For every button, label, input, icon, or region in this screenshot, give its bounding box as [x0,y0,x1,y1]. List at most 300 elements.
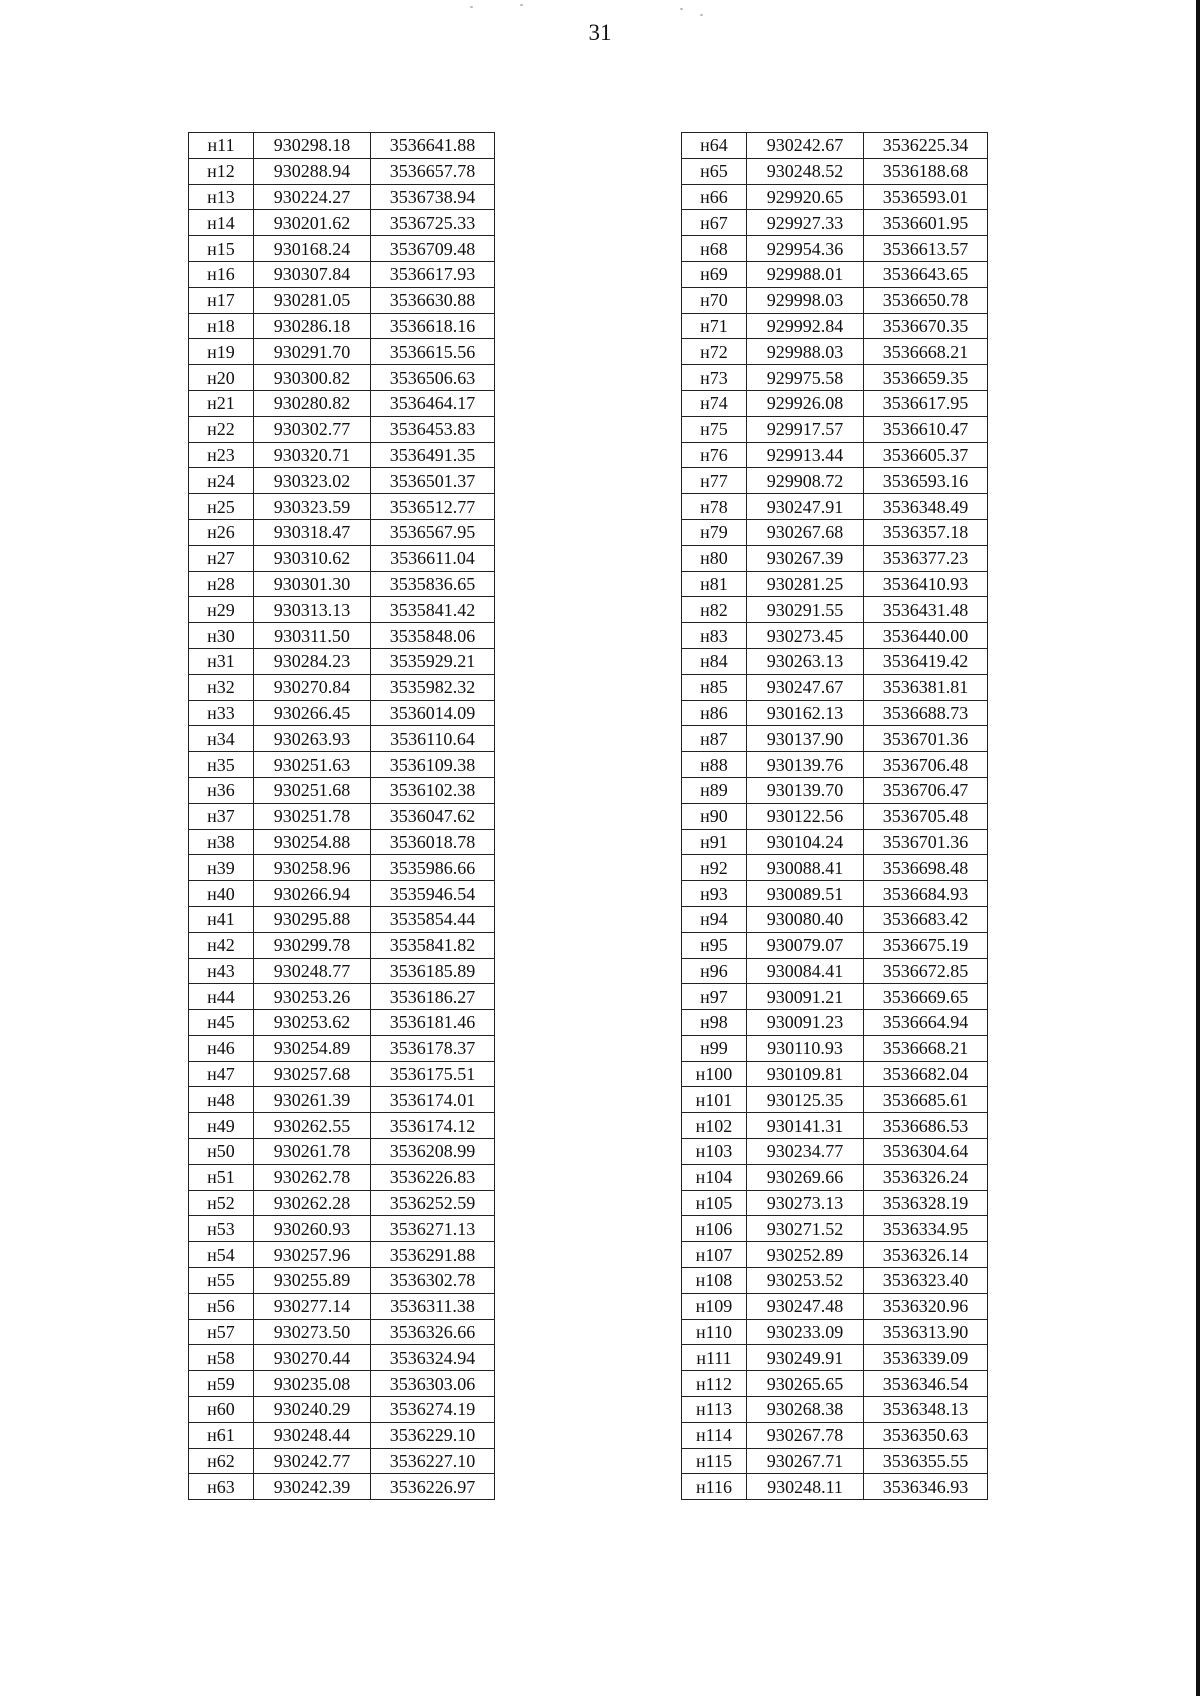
x-coordinate-cell: 930323.02 [254,468,371,494]
y-coordinate-cell: 3536593.16 [864,468,988,494]
table-row [189,700,495,726]
point-id-cell: н115 [682,1448,747,1474]
point-id-cell: н81 [682,571,747,597]
point-id-cell: н106 [682,1216,747,1242]
y-coordinate-cell: 3536018.78 [371,829,495,855]
y-coordinate-cell: 3536659.35 [864,365,988,391]
y-coordinate-cell: 3536047.62 [371,803,495,829]
point-id-cell: н94 [682,906,747,932]
point-id-cell: н11 [189,133,254,159]
point-id-cell: н55 [189,1268,254,1294]
x-coordinate-cell: 930248.44 [254,1422,371,1448]
table-row [189,597,495,623]
point-id-cell: н60 [189,1397,254,1423]
table-row [189,1087,495,1113]
table-row [682,158,988,184]
point-id-cell: н37 [189,803,254,829]
coordinates-table-right [681,132,988,1500]
x-coordinate-cell: 930301.30 [254,571,371,597]
y-coordinate-cell: 3536324.94 [371,1345,495,1371]
x-coordinate-cell: 930251.63 [254,752,371,778]
y-coordinate-cell: 3536440.00 [864,623,988,649]
y-coordinate-cell: 3536302.78 [371,1268,495,1294]
point-id-cell: н24 [189,468,254,494]
point-id-cell: н109 [682,1293,747,1319]
x-coordinate-cell: 930235.08 [254,1371,371,1397]
table-row [189,1113,495,1139]
x-coordinate-cell: 930284.23 [254,648,371,674]
point-id-cell: н65 [682,158,747,184]
point-id-cell: н22 [189,416,254,442]
point-id-cell: н52 [189,1190,254,1216]
y-coordinate-cell: 3535841.82 [371,932,495,958]
y-coordinate-cell: 3536346.54 [864,1371,988,1397]
table-row [189,1164,495,1190]
table-row [189,906,495,932]
y-coordinate-cell: 3536102.38 [371,777,495,803]
y-coordinate-cell: 3536178.37 [371,1035,495,1061]
x-coordinate-cell: 930268.38 [747,1397,864,1423]
x-coordinate-cell: 930125.35 [747,1087,864,1113]
point-id-cell: н63 [189,1474,254,1500]
point-id-cell: н87 [682,726,747,752]
x-coordinate-cell: 930298.18 [254,133,371,159]
y-coordinate-cell: 3536611.04 [371,545,495,571]
table-row [189,390,495,416]
y-coordinate-cell: 3536186.27 [371,984,495,1010]
x-coordinate-cell: 930251.78 [254,803,371,829]
x-coordinate-cell: 930201.62 [254,210,371,236]
table-row [682,1345,988,1371]
x-coordinate-cell: 929920.65 [747,184,864,210]
table-row [682,416,988,442]
point-id-cell: н75 [682,416,747,442]
y-coordinate-cell: 3536304.64 [864,1139,988,1165]
point-id-cell: н42 [189,932,254,958]
point-id-cell: н70 [682,287,747,313]
point-id-cell: н110 [682,1319,747,1345]
point-id-cell: н74 [682,390,747,416]
table-row [189,1345,495,1371]
table-row [189,468,495,494]
table-row [189,1371,495,1397]
point-id-cell: н112 [682,1371,747,1397]
table-row [682,829,988,855]
x-coordinate-cell: 930267.71 [747,1448,864,1474]
table-row [682,1242,988,1268]
y-coordinate-cell: 3535836.65 [371,571,495,597]
table-row [682,519,988,545]
x-coordinate-cell: 930262.28 [254,1190,371,1216]
point-id-cell: н30 [189,623,254,649]
point-id-cell: н17 [189,287,254,313]
x-coordinate-cell: 930313.13 [254,597,371,623]
x-coordinate-cell: 930104.24 [747,829,864,855]
point-id-cell: н50 [189,1139,254,1165]
y-coordinate-cell: 3536617.95 [864,390,988,416]
table-row [682,1397,988,1423]
y-coordinate-cell: 3536512.77 [371,494,495,520]
table-row [682,1293,988,1319]
x-coordinate-cell: 930091.23 [747,1010,864,1036]
point-id-cell: н78 [682,494,747,520]
y-coordinate-cell: 3536672.85 [864,958,988,984]
x-coordinate-cell: 929988.01 [747,261,864,287]
table-row [682,803,988,829]
table-row [682,1113,988,1139]
x-coordinate-cell: 930109.81 [747,1061,864,1087]
point-id-cell: н32 [189,674,254,700]
table-row [682,597,988,623]
point-id-cell: н21 [189,390,254,416]
table-row [682,1190,988,1216]
y-coordinate-cell: 3536110.64 [371,726,495,752]
point-id-cell: н56 [189,1293,254,1319]
point-id-cell: н101 [682,1087,747,1113]
table-row [682,287,988,313]
point-id-cell: н62 [189,1448,254,1474]
table-row [682,1422,988,1448]
y-coordinate-cell: 3536491.35 [371,442,495,468]
x-coordinate-cell: 930273.50 [254,1319,371,1345]
x-coordinate-cell: 930233.09 [747,1319,864,1345]
table-row [189,365,495,391]
y-coordinate-cell: 3535841.42 [371,597,495,623]
point-id-cell: н86 [682,700,747,726]
x-coordinate-cell: 930084.41 [747,958,864,984]
table-row [189,984,495,1010]
y-coordinate-cell: 3536226.83 [371,1164,495,1190]
y-coordinate-cell: 3536643.65 [864,261,988,287]
table-row [682,1319,988,1345]
x-coordinate-cell: 930263.93 [254,726,371,752]
point-id-cell: н43 [189,958,254,984]
y-coordinate-cell: 3536669.65 [864,984,988,1010]
y-coordinate-cell: 3536685.61 [864,1087,988,1113]
x-coordinate-cell: 929917.57 [747,416,864,442]
x-coordinate-cell: 930088.41 [747,855,864,881]
x-coordinate-cell: 930277.14 [254,1293,371,1319]
table-row [682,726,988,752]
table-row [189,1035,495,1061]
point-id-cell: н111 [682,1345,747,1371]
point-id-cell: н92 [682,855,747,881]
y-coordinate-cell: 3536615.56 [371,339,495,365]
table-row [682,571,988,597]
y-coordinate-cell: 3536686.53 [864,1113,988,1139]
point-id-cell: н38 [189,829,254,855]
table-row [189,313,495,339]
y-coordinate-cell: 3536464.17 [371,390,495,416]
table-row [682,390,988,416]
x-coordinate-cell: 930299.78 [254,932,371,958]
y-coordinate-cell: 3536601.95 [864,210,988,236]
y-coordinate-cell: 3536227.10 [371,1448,495,1474]
x-coordinate-cell: 930242.39 [254,1474,371,1500]
point-id-cell: н19 [189,339,254,365]
point-id-cell: н39 [189,855,254,881]
point-id-cell: н27 [189,545,254,571]
x-coordinate-cell: 930251.68 [254,777,371,803]
x-coordinate-cell: 930280.82 [254,390,371,416]
x-coordinate-cell: 930139.76 [747,752,864,778]
y-coordinate-cell: 3536381.81 [864,674,988,700]
x-coordinate-cell: 930247.48 [747,1293,864,1319]
x-coordinate-cell: 930234.77 [747,1139,864,1165]
table-row [682,855,988,881]
table-row [682,1061,988,1087]
point-id-cell: н82 [682,597,747,623]
point-id-cell: н45 [189,1010,254,1036]
table-row [682,339,988,365]
y-coordinate-cell: 3536453.83 [371,416,495,442]
table-row [189,571,495,597]
y-coordinate-cell: 3536617.93 [371,261,495,287]
x-coordinate-cell: 930258.96 [254,855,371,881]
point-id-cell: н53 [189,1216,254,1242]
point-id-cell: н98 [682,1010,747,1036]
y-coordinate-cell: 3536175.51 [371,1061,495,1087]
y-coordinate-cell: 3536303.06 [371,1371,495,1397]
point-id-cell: н84 [682,648,747,674]
point-id-cell: н80 [682,545,747,571]
y-coordinate-cell: 3536410.93 [864,571,988,597]
point-id-cell: н102 [682,1113,747,1139]
y-coordinate-cell: 3536419.42 [864,648,988,674]
table-row [189,416,495,442]
table-row [189,545,495,571]
y-coordinate-cell: 3536431.48 [864,597,988,623]
table-row [189,1139,495,1165]
point-id-cell: н76 [682,442,747,468]
x-coordinate-cell: 930271.52 [747,1216,864,1242]
y-coordinate-cell: 3536657.78 [371,158,495,184]
table-row [682,1268,988,1294]
table-row [189,1293,495,1319]
scan-speck [700,14,703,16]
x-coordinate-cell: 929998.03 [747,287,864,313]
table-row [189,1474,495,1500]
point-id-cell: н51 [189,1164,254,1190]
point-id-cell: н14 [189,210,254,236]
table-row [682,623,988,649]
x-coordinate-cell: 930323.59 [254,494,371,520]
point-id-cell: н46 [189,1035,254,1061]
table-row [189,648,495,674]
table-row [682,1164,988,1190]
x-coordinate-cell: 930281.05 [254,287,371,313]
x-coordinate-cell: 929908.72 [747,468,864,494]
x-coordinate-cell: 930139.70 [747,777,864,803]
table-row [189,1319,495,1345]
x-coordinate-cell: 930288.94 [254,158,371,184]
y-coordinate-cell: 3536506.63 [371,365,495,391]
y-coordinate-cell: 3535848.06 [371,623,495,649]
x-coordinate-cell: 930252.89 [747,1242,864,1268]
x-coordinate-cell: 930310.62 [254,545,371,571]
y-coordinate-cell: 3535854.44 [371,906,495,932]
y-coordinate-cell: 3536618.16 [371,313,495,339]
y-coordinate-cell: 3536328.19 [864,1190,988,1216]
point-id-cell: н57 [189,1319,254,1345]
table-row [189,184,495,210]
x-coordinate-cell: 930162.13 [747,700,864,726]
y-coordinate-cell: 3536274.19 [371,1397,495,1423]
y-coordinate-cell: 3536683.42 [864,906,988,932]
table-row [189,339,495,365]
point-id-cell: н100 [682,1061,747,1087]
x-coordinate-cell: 930267.39 [747,545,864,571]
y-coordinate-cell: 3536188.68 [864,158,988,184]
point-id-cell: н97 [682,984,747,1010]
table-row [682,752,988,778]
x-coordinate-cell: 930262.55 [254,1113,371,1139]
point-id-cell: н71 [682,313,747,339]
point-id-cell: н16 [189,261,254,287]
x-coordinate-cell: 929954.36 [747,236,864,262]
y-coordinate-cell: 3536229.10 [371,1422,495,1448]
x-coordinate-cell: 930261.39 [254,1087,371,1113]
x-coordinate-cell: 930318.47 [254,519,371,545]
table-row [189,623,495,649]
x-coordinate-cell: 929927.33 [747,210,864,236]
table-row [682,1448,988,1474]
x-coordinate-cell: 929926.08 [747,390,864,416]
y-coordinate-cell: 3536668.21 [864,339,988,365]
point-id-cell: н29 [189,597,254,623]
point-id-cell: н34 [189,726,254,752]
y-coordinate-cell: 3536701.36 [864,829,988,855]
table-row [189,1422,495,1448]
point-id-cell: н93 [682,881,747,907]
y-coordinate-cell: 3536670.35 [864,313,988,339]
point-id-cell: н69 [682,261,747,287]
table-row [189,881,495,907]
y-coordinate-cell: 3536675.19 [864,932,988,958]
y-coordinate-cell: 3536613.57 [864,236,988,262]
table-row [189,158,495,184]
point-id-cell: н116 [682,1474,747,1500]
point-id-cell: н72 [682,339,747,365]
table-row [682,881,988,907]
y-coordinate-cell: 3536641.88 [371,133,495,159]
point-id-cell: н79 [682,519,747,545]
table-row [189,236,495,262]
y-coordinate-cell: 3536684.93 [864,881,988,907]
page-number: 31 [588,20,612,45]
y-coordinate-cell: 3536630.88 [371,287,495,313]
x-coordinate-cell: 930255.89 [254,1268,371,1294]
table-row [682,365,988,391]
y-coordinate-cell: 3536014.09 [371,700,495,726]
coordinates-table-left [188,132,495,1500]
x-coordinate-cell: 930141.31 [747,1113,864,1139]
table-row [189,726,495,752]
y-coordinate-cell: 3536725.33 [371,210,495,236]
scan-speck [680,8,683,10]
x-coordinate-cell: 930257.68 [254,1061,371,1087]
point-id-cell: н83 [682,623,747,649]
y-coordinate-cell: 3536271.13 [371,1216,495,1242]
y-coordinate-cell: 3536688.73 [864,700,988,726]
y-coordinate-cell: 3536701.36 [864,726,988,752]
x-coordinate-cell: 930281.25 [747,571,864,597]
point-id-cell: н47 [189,1061,254,1087]
x-coordinate-cell: 930242.77 [254,1448,371,1474]
table-row [682,1216,988,1242]
y-coordinate-cell: 3536668.21 [864,1035,988,1061]
point-id-cell: н20 [189,365,254,391]
y-coordinate-cell: 3536181.46 [371,1010,495,1036]
point-id-cell: н23 [189,442,254,468]
point-id-cell: н59 [189,1371,254,1397]
x-coordinate-cell: 930240.29 [254,1397,371,1423]
point-id-cell: н64 [682,133,747,159]
table-row [682,777,988,803]
point-id-cell: н40 [189,881,254,907]
point-id-cell: н95 [682,932,747,958]
y-coordinate-cell: 3536355.55 [864,1448,988,1474]
y-coordinate-cell: 3536610.47 [864,416,988,442]
table-row [189,210,495,236]
x-coordinate-cell: 930168.24 [254,236,371,262]
table-row [682,545,988,571]
x-coordinate-cell: 930224.27 [254,184,371,210]
x-coordinate-cell: 930089.51 [747,881,864,907]
x-coordinate-cell: 930267.68 [747,519,864,545]
table-row [189,1268,495,1294]
table-row [189,1010,495,1036]
point-id-cell: н77 [682,468,747,494]
point-id-cell: н73 [682,365,747,391]
y-coordinate-cell: 3536377.23 [864,545,988,571]
x-coordinate-cell: 930270.44 [254,1345,371,1371]
point-id-cell: н61 [189,1422,254,1448]
point-id-cell: н114 [682,1422,747,1448]
point-id-cell: н108 [682,1268,747,1294]
table-row [682,468,988,494]
x-coordinate-cell: 930267.78 [747,1422,864,1448]
x-coordinate-cell: 930253.62 [254,1010,371,1036]
table-row [682,1371,988,1397]
x-coordinate-cell: 930247.91 [747,494,864,520]
y-coordinate-cell: 3536348.49 [864,494,988,520]
x-coordinate-cell: 930311.50 [254,623,371,649]
point-id-cell: н67 [682,210,747,236]
x-coordinate-cell: 930247.67 [747,674,864,700]
table-row [682,1139,988,1165]
x-coordinate-cell: 930248.77 [254,958,371,984]
x-coordinate-cell: 930320.71 [254,442,371,468]
y-coordinate-cell: 3536709.48 [371,236,495,262]
point-id-cell: н54 [189,1242,254,1268]
y-coordinate-cell: 3536650.78 [864,287,988,313]
x-coordinate-cell: 930262.78 [254,1164,371,1190]
y-coordinate-cell: 3536593.01 [864,184,988,210]
y-coordinate-cell: 3536334.95 [864,1216,988,1242]
point-id-cell: н96 [682,958,747,984]
table-row [682,210,988,236]
point-id-cell: н33 [189,700,254,726]
table-row [189,287,495,313]
table-row [189,1397,495,1423]
y-coordinate-cell: 3536738.94 [371,184,495,210]
scan-speck [470,6,473,8]
y-coordinate-cell: 3536706.47 [864,777,988,803]
y-coordinate-cell: 3536225.34 [864,133,988,159]
table-row [682,133,988,159]
point-id-cell: н89 [682,777,747,803]
